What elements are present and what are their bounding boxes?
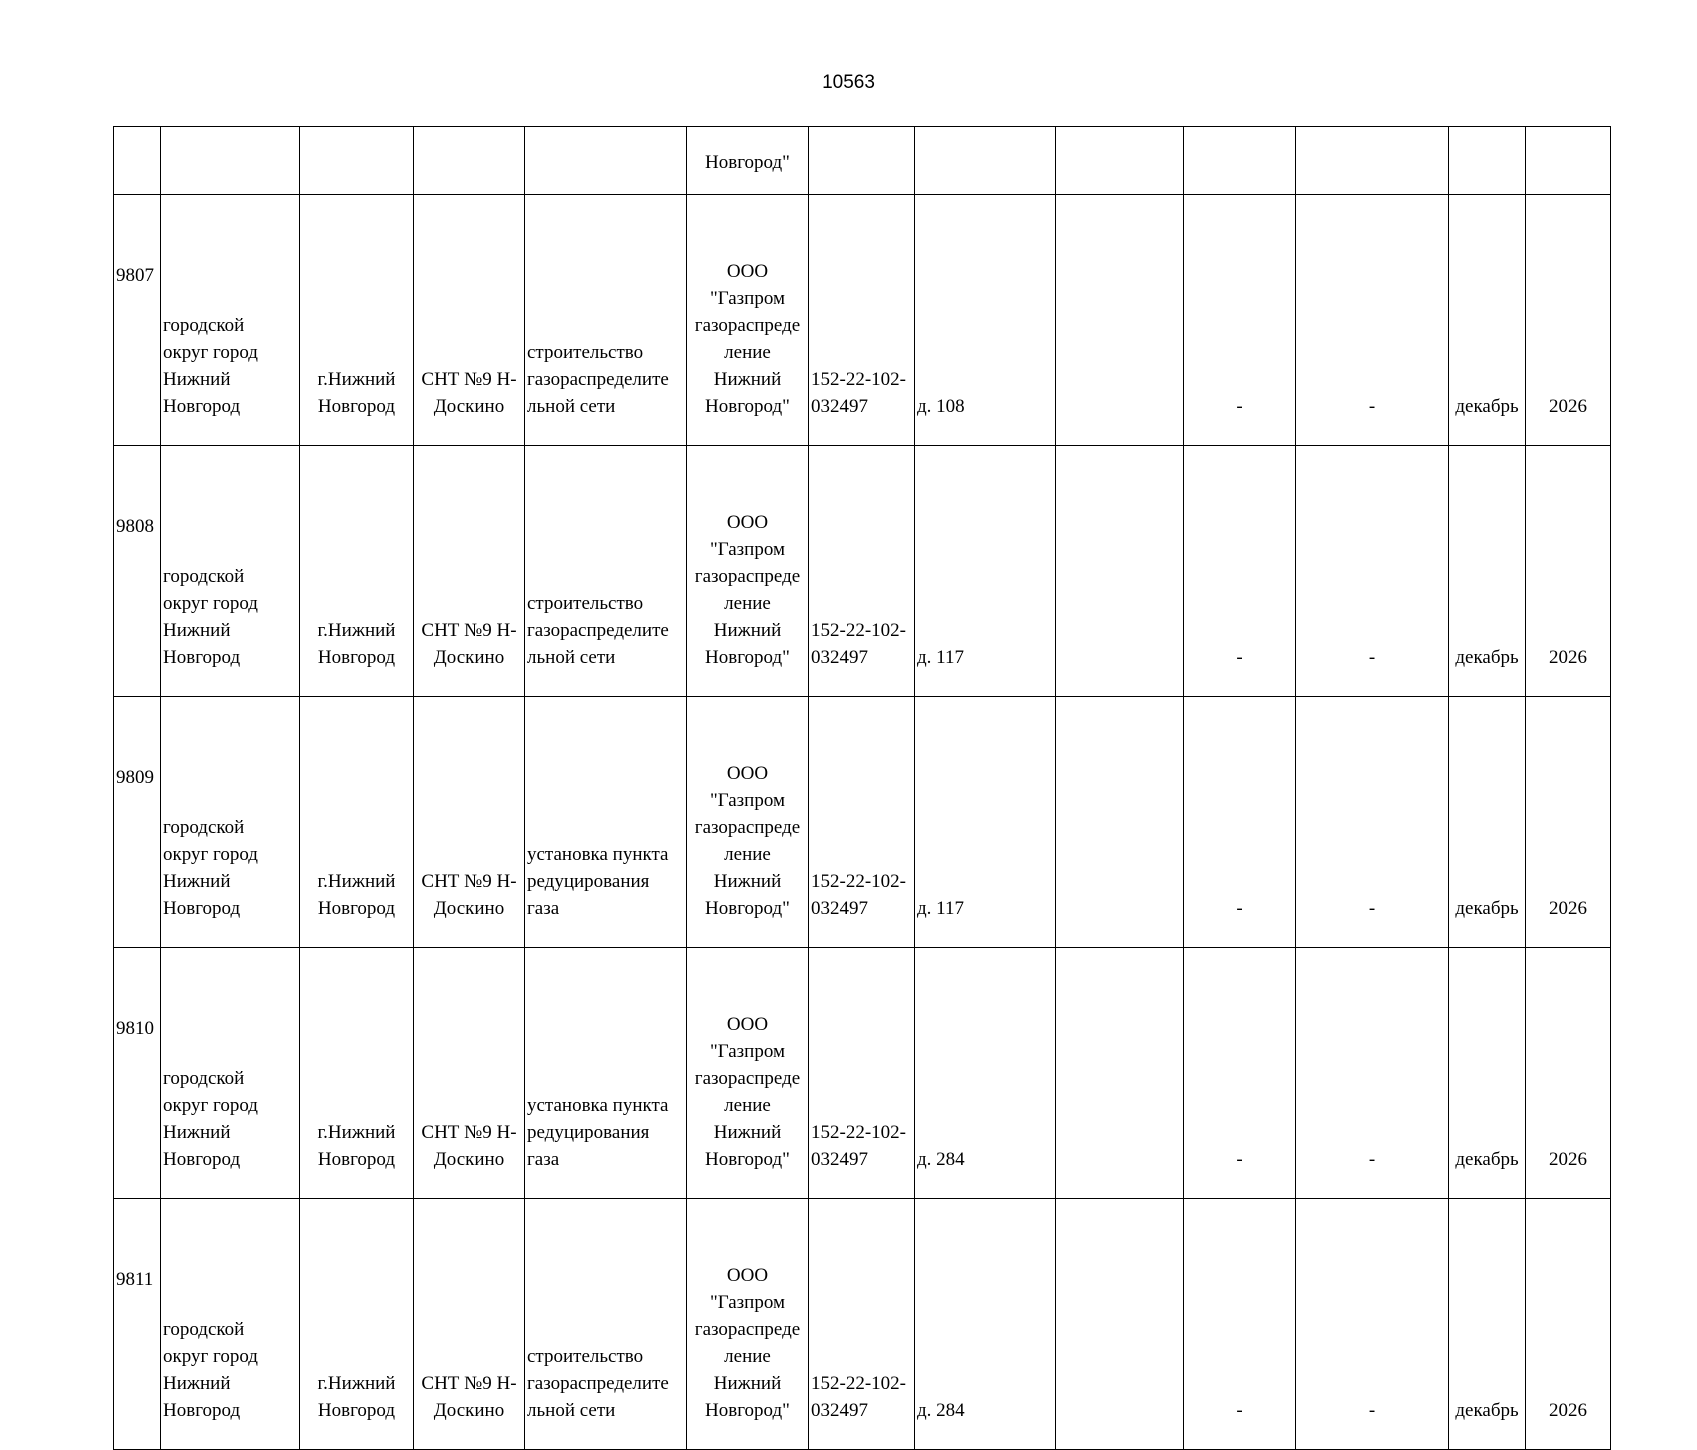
cell-district: городской округ город Нижний Новгород (161, 195, 300, 446)
cell-col10: - (1184, 697, 1296, 948)
cell-month: декабрь (1449, 446, 1526, 697)
cell-house: д. 108 (915, 195, 1056, 446)
cell-col9 (1056, 446, 1184, 697)
cell-district: городской округ город Нижний Новгород (161, 948, 300, 1199)
cell-city: г.Нижний Новгород (300, 697, 414, 948)
cell-num: 9809 (114, 697, 161, 948)
cell-house (915, 127, 1056, 195)
cell-house: д. 284 (915, 948, 1056, 1199)
cell-work (525, 127, 687, 195)
cell-year: 2026 (1526, 446, 1611, 697)
cell-work: строительство газораспределите льной сети (525, 1199, 687, 1450)
cell-year: 2026 (1526, 195, 1611, 446)
table-row (114, 446, 1611, 697)
cell-col11 (1296, 127, 1449, 195)
cell-num (114, 127, 161, 195)
cell-col9 (1056, 697, 1184, 948)
cell-col11: - (1296, 446, 1449, 697)
cell-house: д. 117 (915, 697, 1056, 948)
cell-org: ООО "Газпром газораспреде ление Нижний Новгород" (687, 446, 809, 697)
cell-district: городской округ город Нижний Новгород (161, 446, 300, 697)
cell-month: декабрь (1449, 1199, 1526, 1450)
cell-month: декабрь (1449, 948, 1526, 1199)
cell-col11: - (1296, 697, 1449, 948)
cell-col9 (1056, 948, 1184, 1199)
cell-org: ООО "Газпром газораспреде ление Нижний Новгород" (687, 697, 809, 948)
cell-num: 9808 (114, 446, 161, 697)
cell-district: городской округ город Нижний Новгород (161, 1199, 300, 1450)
cell-org: ООО "Газпром газораспреде ление Нижний Новгород" (687, 1199, 809, 1450)
cell-year: 2026 (1526, 697, 1611, 948)
cell-num: 9807 (114, 195, 161, 446)
cell-work: установка пункта редуцирования газа (525, 948, 687, 1199)
cell-reg (809, 127, 915, 195)
cell-num: 9810 (114, 948, 161, 1199)
cell-work: строительство газораспределите льной сети (525, 446, 687, 697)
cell-org: ООО "Газпром газораспреде ление Нижний Новгород" (687, 948, 809, 1199)
cell-year (1526, 127, 1611, 195)
cell-work: установка пункта редуцирования газа (525, 697, 687, 948)
cell-year: 2026 (1526, 1199, 1611, 1450)
cell-org: Новгород" (687, 127, 809, 195)
cell-col10: - (1184, 1199, 1296, 1450)
table-row (114, 697, 1611, 948)
cell-month: декабрь (1449, 697, 1526, 948)
cell-city: г.Нижний Новгород (300, 948, 414, 1199)
cell-reg: 152-22-102- 032497 (809, 195, 915, 446)
cell-col10: - (1184, 195, 1296, 446)
cell-district: городской округ город Нижний Новгород (161, 697, 300, 948)
cell-reg: 152-22-102- 032497 (809, 1199, 915, 1450)
cell-city: г.Нижний Новгород (300, 1199, 414, 1450)
cell-settlement: СНТ №9 Н- Доскино (414, 446, 525, 697)
cell-org: ООО "Газпром газораспреде ление Нижний Новгород" (687, 195, 809, 446)
table-row (114, 1199, 1611, 1450)
cell-col10: - (1184, 948, 1296, 1199)
cell-col9 (1056, 195, 1184, 446)
cell-city: г.Нижний Новгород (300, 446, 414, 697)
cell-settlement: СНТ №9 Н- Доскино (414, 948, 525, 1199)
cell-year: 2026 (1526, 948, 1611, 1199)
cell-month: декабрь (1449, 195, 1526, 446)
cell-col10 (1184, 127, 1296, 195)
cell-col11: - (1296, 948, 1449, 1199)
cell-city: г.Нижний Новгород (300, 195, 414, 446)
cell-col9 (1056, 127, 1184, 195)
cell-settlement: СНТ №9 Н- Доскино (414, 697, 525, 948)
table-row (114, 195, 1611, 446)
continuation-row (114, 127, 1611, 195)
cell-settlement: СНТ №9 Н- Доскино (414, 1199, 525, 1450)
cell-house: д. 117 (915, 446, 1056, 697)
cell-reg: 152-22-102- 032497 (809, 697, 915, 948)
cell-city (300, 127, 414, 195)
cell-month (1449, 127, 1526, 195)
cell-col11: - (1296, 1199, 1449, 1450)
cell-col10: - (1184, 446, 1296, 697)
cell-district (161, 127, 300, 195)
cell-reg: 152-22-102- 032497 (809, 948, 915, 1199)
cell-work: строительство газораспределите льной сети (525, 195, 687, 446)
cell-reg: 152-22-102- 032497 (809, 446, 915, 697)
gas-network-register-table (113, 126, 1611, 1450)
cell-house: д. 284 (915, 1199, 1056, 1450)
page-number: 10563 (822, 72, 875, 93)
cell-settlement: СНТ №9 Н- Доскино (414, 195, 525, 446)
cell-col9 (1056, 1199, 1184, 1450)
cell-num: 9811 (114, 1199, 161, 1450)
cell-settlement (414, 127, 525, 195)
table-row (114, 948, 1611, 1199)
cell-col11: - (1296, 195, 1449, 446)
